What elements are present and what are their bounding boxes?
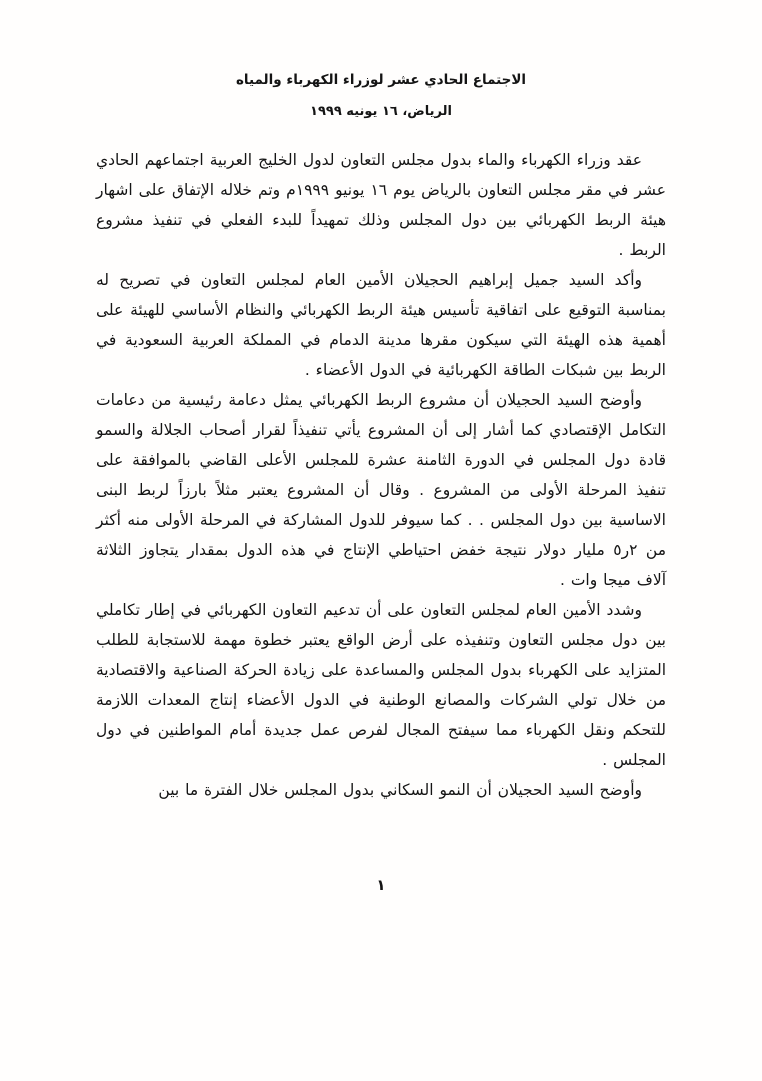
paragraph-4: وشدد الأمين العام لمجلس التعاون على أن تدعيم التعاون الكهربائي في إطار تكاملي بين دول مجلس التعاون وتنفيذه على أرض الواقع يعتبر خطوة مهمة للاستجابة للطلب المتزايد على الكهرباء بدول المجلس والمساعدة على زيادة الحركة الصناعية والاقتصادية من خلال تولي الشركات والمصانع الوطنية في الدول الأعضاء إنتاج المعدات اللازمة للتحكم ونقل الكهرباء مما سيفتح المجال لفرص عمل جديدة أمام المواطنين في دول المجلس .: [96, 601, 666, 769]
paragraph-2: وأكد السيد جميل إبراهيم الحجيلان الأمين العام لمجلس التعاون في تصريح له بمناسبة التوقيع على اتفاقية تأسيس هيئة الربط الكهربائي والنظام الأساسي للهيئة على أهمية هذه الهيئة التي سيكون مقرها مدينة الدمام في المملكة العربية السعودية في الربط بين شبكات الطاقة الكهربائية في الدول الأعضاء .: [96, 271, 666, 379]
paragraph-5: وأوضح السيد الحجيلان أن النمو السكاني بدول المجلس خلال الفترة ما بين: [158, 781, 642, 799]
document-title: الاجتماع الحادي عشر لوزراء الكهرباء والمياه: [235, 72, 527, 88]
paragraph-1: عقد وزراء الكهرباء والماء بدول مجلس التعاون لدول الخليج العربية اجتماعهم الحادي عشر في مقر مجلس التعاون بالرياض يوم ١٦ يونيو ١٩٩٩م وتم خلاله الإتفاق على اشهار هيئة الربط الكهربائي بين دول المجلس وذلك تمهيداً للبدء الفعلي في تنفيذ مشروع الربط .: [96, 151, 666, 259]
paragraph-3: وأوضح السيد الحجيلان أن مشروع الربط الكهربائي يمثل دعامة رئيسية من دعامات التكامل الإقتصادي كما أشار إلى أن المشروع يأتي تنفيذاً لقرار أصحاب الجلالة والسمو قادة دول المجلس في الدورة الثامنة عشرة للمجلس الأعلى القاضي بالموافقة على تنفيذ المرحلة الأولى من المشروع . وقال أن المشروع يعتبر مثلاً بارزاً لربط البنى الاساسية بين دول المجلس . . كما سيوفر للدول المشاركة في المرحلة الأولى منه أكثر من ٢ر٥ مليار دولار نتيجة خفض احتياطي الإنتاج في هذه الدول بمقدار يتجاوز الثلاثة آلاف ميجا وات .: [96, 391, 667, 589]
document-body: [0, 145, 762, 805]
document-date-line: الرياض، ١٦ يونيه ١٩٩٩: [310, 104, 452, 119]
document-header: [0, 0, 762, 119]
page-number: ١: [376, 876, 386, 894]
